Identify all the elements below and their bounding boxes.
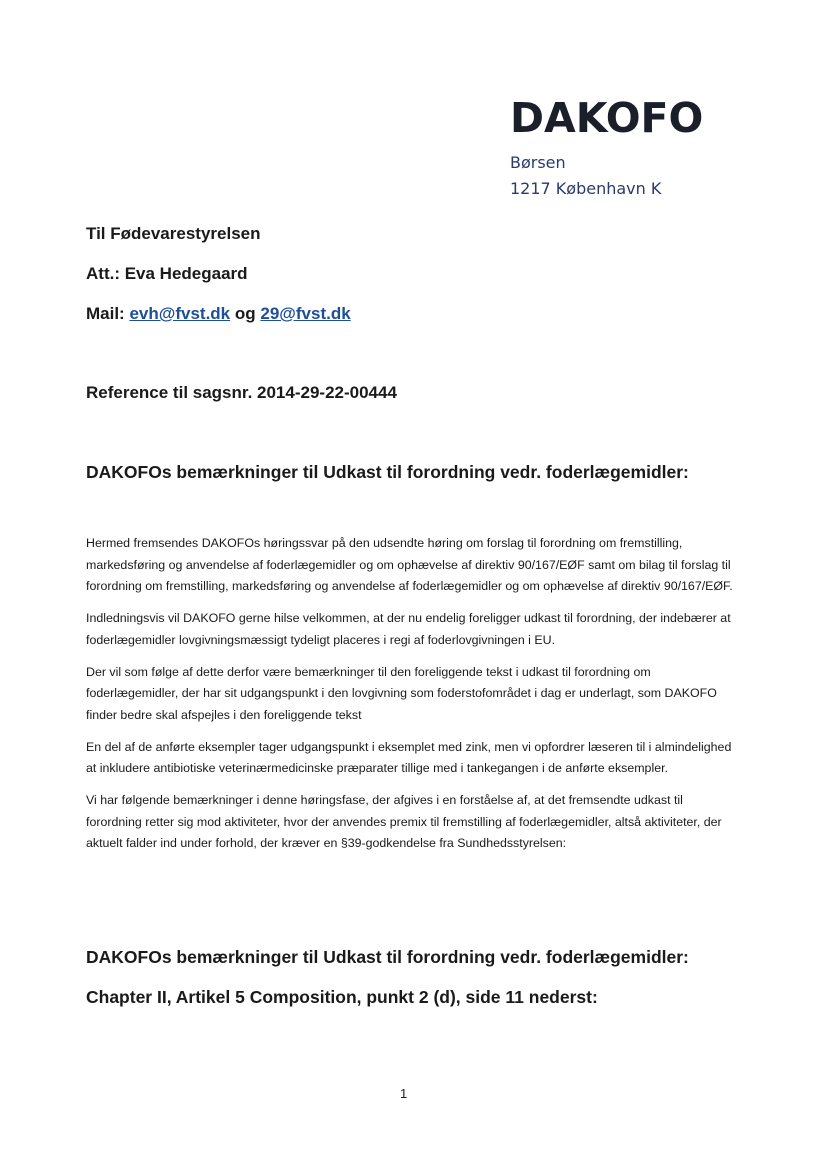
address-line-2: 1217 København K: [510, 179, 662, 198]
page-number: 1: [400, 1086, 408, 1101]
section-heading: DAKOFOs bemærkninger til Udkast til forordning vedr. foderlægemidler:: [86, 947, 689, 967]
reference-line: Reference til sagsnr. 2014-29-22-00444: [86, 383, 397, 402]
mail-line: [86, 304, 351, 324]
sub-heading: Chapter II, Artikel 5 Composition, punkt 2 (d), side 11 nederst:: [86, 987, 598, 1007]
letterhead: [510, 96, 703, 202]
mail-joiner: og: [234, 304, 256, 323]
email-link-29[interactable]: 29@fvst.dk: [260, 304, 351, 323]
recipient-line: Til Fødevarestyrelsen: [86, 224, 261, 243]
address-line-1: Børsen: [510, 153, 566, 172]
email-link-evh[interactable]: evh@fvst.dk: [129, 304, 231, 323]
paragraph: Vi har følgende bemærkninger i denne høringsfase, der afgives i en forståelse af, at det fremsendte udkast til forordning retter sig mod aktiviteter, hvor der anvendes premix til fremstilling af foderlægemidler, altså aktiviteter, der aktuelt falder ind under forhold, der kræver en §39-godkendelse fra Sundhedsstyrelsen:: [86, 793, 722, 850]
body-text: [86, 533, 736, 865]
company-logo: DAKOFO: [510, 94, 704, 142]
paragraph: Indledningsvis vil DAKOFO gerne hilse velkommen, at der nu endelig foreligger udkast til forordning, der indebærer at foderlægemidler lovgivningsmæssigt tydeligt placeres i regi af foderlovgivningen i EU.: [86, 611, 731, 647]
attention-line: Att.: Eva Hedegaard: [86, 264, 248, 283]
paragraph: Der vil som følge af dette derfor være bemærkninger til den foreliggende tekst i udkast til forordning om foderlægemidler, der har sit udgangspunkt i den lovgivning som foderstofområdet i dag er underlagt, som DAKOFO finder bedre skal afspejles i den foreliggende tekst: [86, 664, 717, 722]
paragraph: En del af de anførte eksempler tager udgangspunkt i eksemplet med zink, men vi opfordrer læseren til i almindelighed at inkludere antibiotiske veterinærmedicinske præparater tillige med i tankegangen i de anførte eksempler.: [86, 739, 732, 775]
paragraph: Hermed fremsendes DAKOFOs høringssvar på den udsendte høring om forslag til forordning om fremstilling, markedsføring og anvendelse af foderlægemidler og om ophævelse af direktiv 90/167/EØF samt om bilag til forslag til forordning om fremstilling, markedsføring og anvendelse af foderlægemidler og om ophævelse af direktiv 90/167/EØF.: [86, 536, 733, 593]
document-title: DAKOFOs bemærkninger til Udkast til forordning vedr. foderlægemidler:: [86, 462, 689, 482]
mail-label: Mail:: [86, 304, 125, 323]
